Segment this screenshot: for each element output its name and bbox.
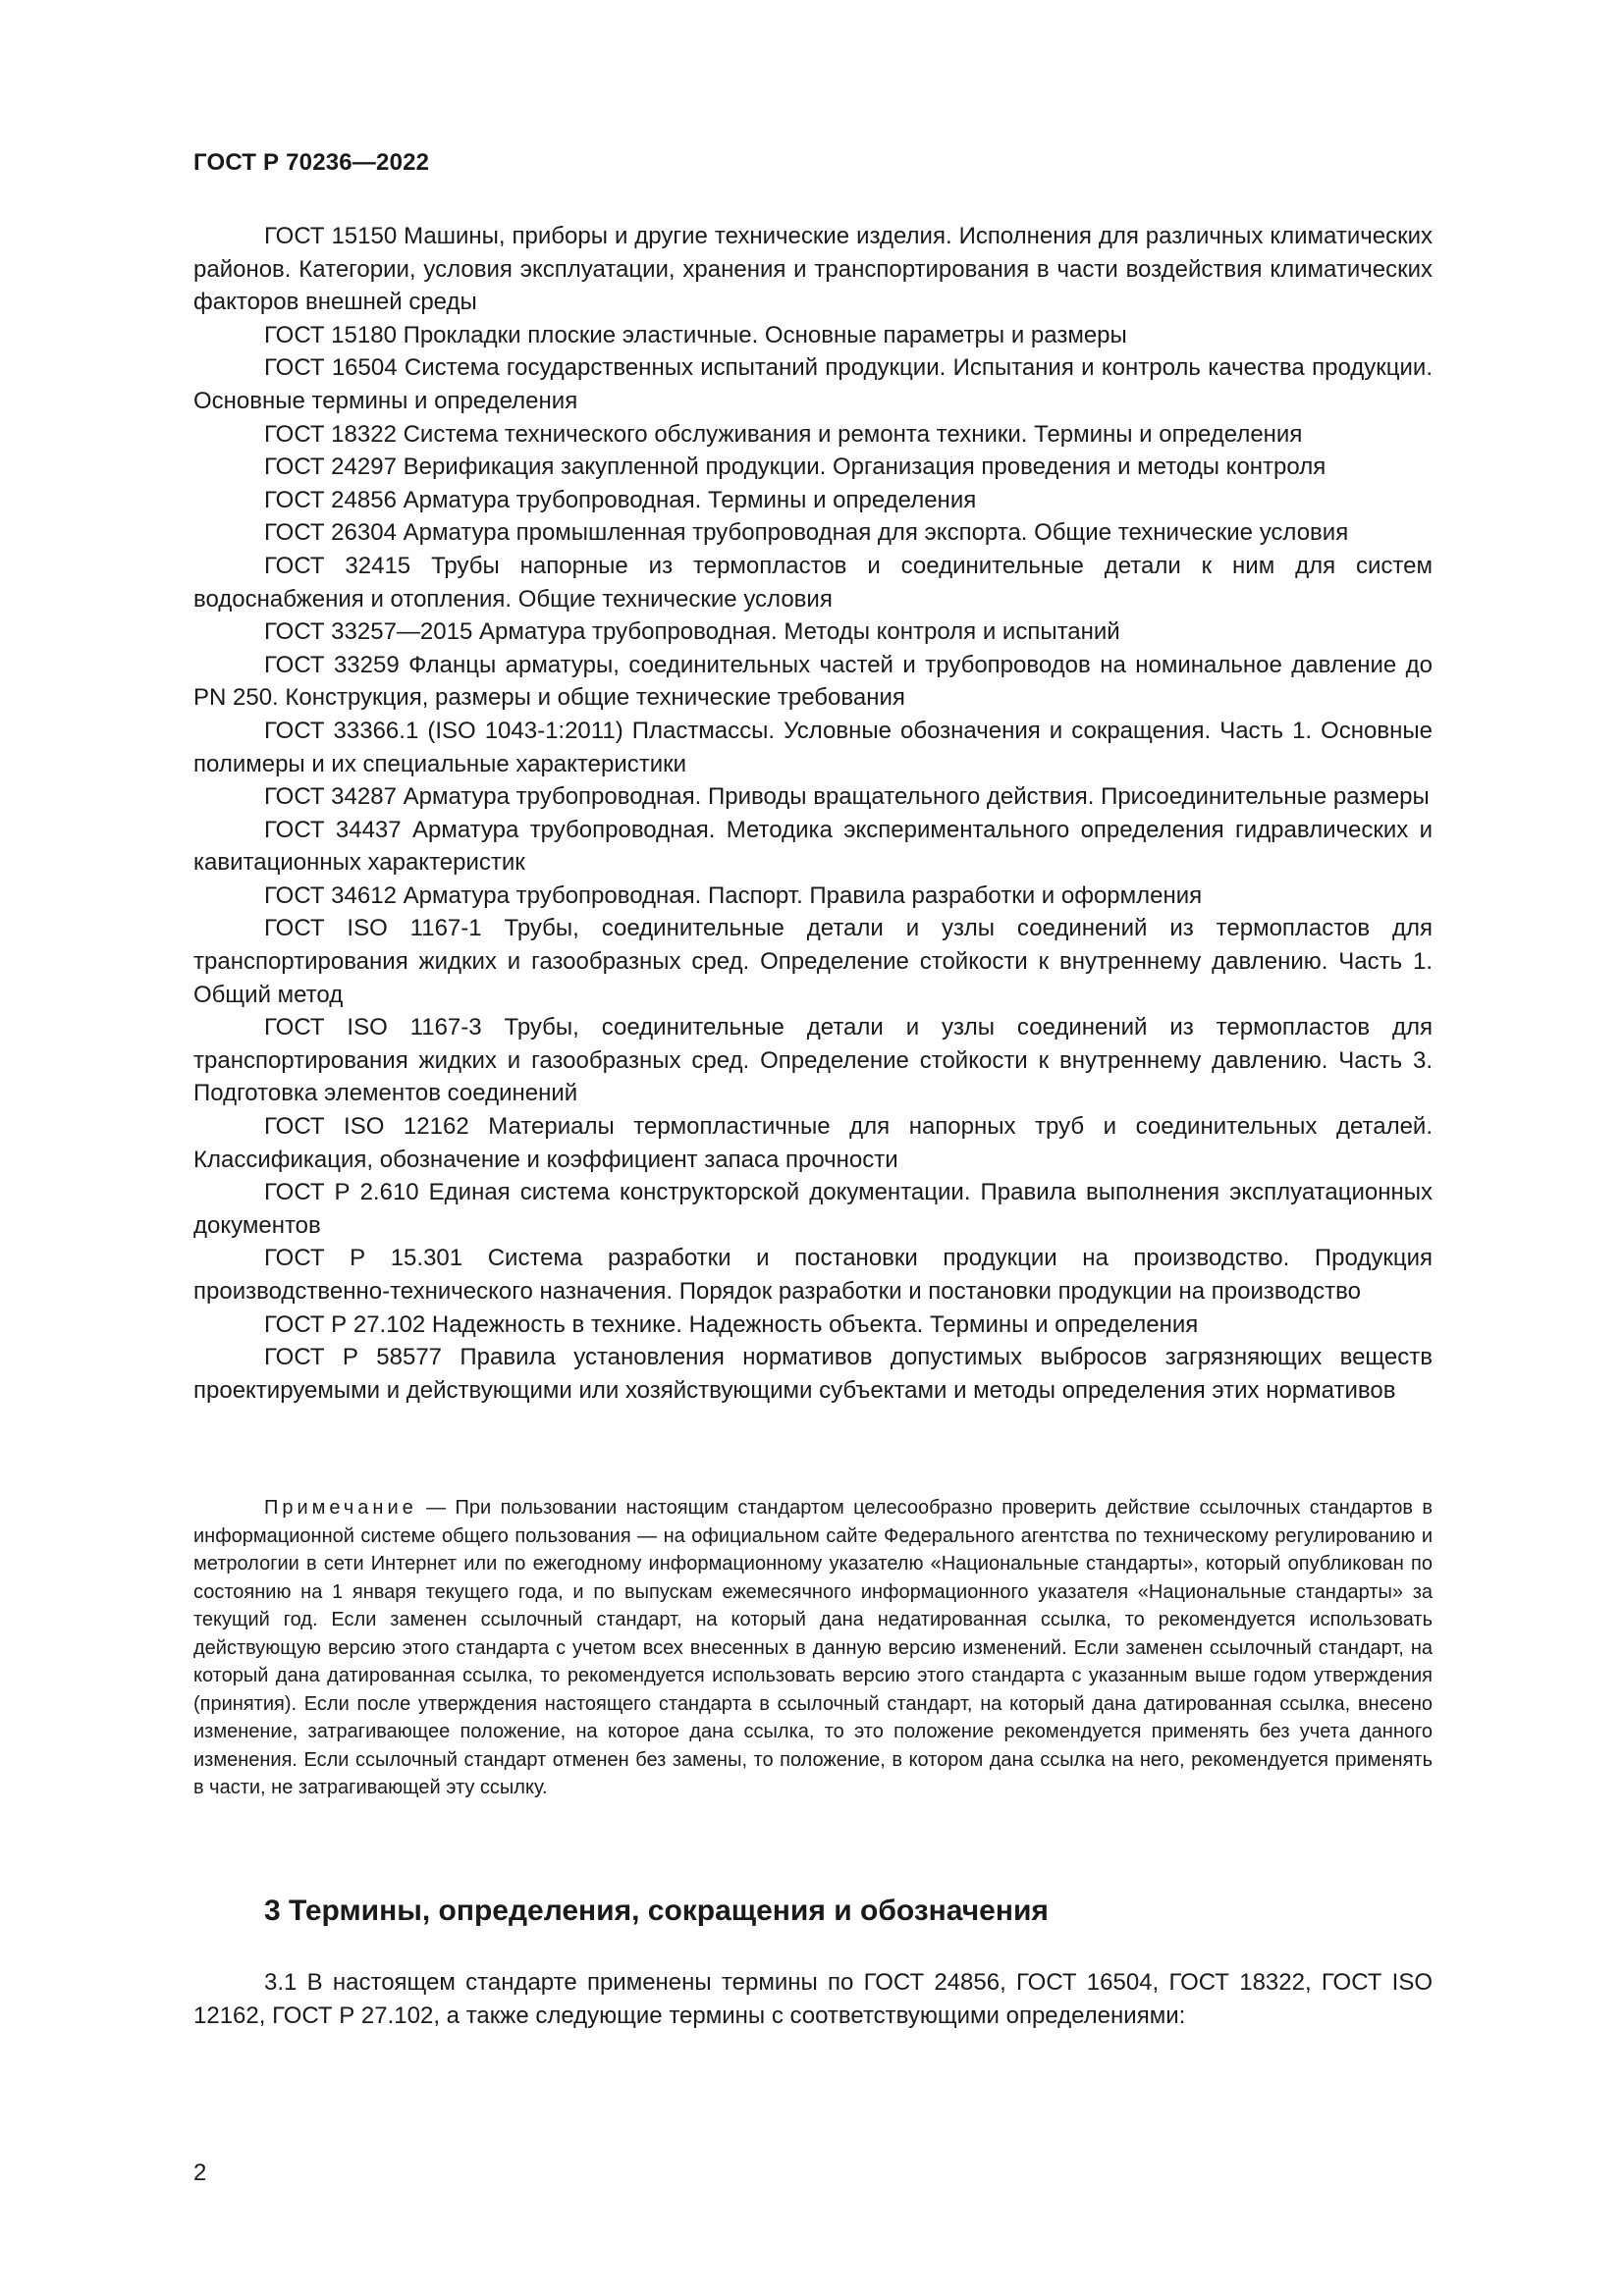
note-separator: — — [416, 1497, 456, 1519]
note-text: При пользовании настоящим стандартом целесообразно проверить действие ссылочных стандартов в информационной системе общего пользования — на официальном сайте Федерального агентства по техническому регулированию и метрологии в сети Интернет или по ежегодному информационному указателю «Национальные стандарты», который опубликован по состоянию на 1 января текущего года, и по выпускам ежемесячного информационного указателя «Национальные стандарты» за текущий год. Если заменен ссылочный стандарт, на который дана недатированная ссылка, то рекомендуется использовать действующую версию этого стандарта с учетом всех внесенных в данную версию изменений. Если заменен ссылочный стандарт, на который дана датированная ссылка, то рекомендуется использовать версию этого стандарта с указанным выше годом утверждения (принятия). Если после утверждения настоящего стандарта в ссылочный стандарт, на который дана датированная ссылка, внесено изменение, затрагивающее положение, на которое дана ссылка, то это положение рекомендуется применять без учета данного изменения. Если ссылочный стандарт отменен без замены, то положение, в котором дана ссылка на него, рекомендуется применять в части, не затрагивающей эту ссылку. — [193, 1497, 1433, 1798]
reference-item: ГОСТ ISO 12162 Материалы термопластичные для напорных труб и соединительных деталей. Классификация, обозначение и коэффициент запаса прочности — [193, 1113, 1433, 1173]
reference-item: ГОСТ 32415 Трубы напорные из термопластов и соединительные детали к ним для систем водоснабжения и отопления. Общие технические условия — [193, 552, 1433, 613]
reference-item: ГОСТ 26304 Арматура промышленная трубопроводная для экспорта. Общие технические условия — [264, 519, 1349, 547]
reference-item: ГОСТ 33366.1 (ISO 1043-1:2011) Пластмассы. Условные обозначения и сокращения. Часть 1. Основные полимеры и их специальные характеристики — [193, 717, 1433, 777]
reference-item: ГОСТ ISO 1167-1 Трубы, соединительные детали и узлы соединений из термопластов для транспортирования жидких и газообразных сред. Определение стойкости к внутреннему давлению. Часть 1. Общий метод — [193, 915, 1433, 1008]
section-paragraph: 3.1 В настоящем стандарте применены термины по ГОСТ 24856, ГОСТ 16504, ГОСТ 18322, ГОСТ ISO 12162, ГОСТ Р 27.102, а также следующие термины с соответствующими определениями: — [193, 1969, 1433, 2029]
reference-item: ГОСТ 33257—2015 Арматура трубопроводная. Методы контроля и испытаний — [264, 618, 1120, 646]
reference-item: ГОСТ Р 2.610 Единая система конструкторской документации. Правила выполнения эксплуатационных документов — [193, 1179, 1433, 1239]
reference-item: ГОСТ Р 27.102 Надежность в технике. Надежность объекта. Термины и определения — [264, 1310, 1199, 1338]
reference-item: ГОСТ 16504 Система государственных испытаний продукции. Испытания и контроль качества продукции. Основные термины и определения — [193, 354, 1433, 414]
reference-item: ГОСТ ISO 1167-3 Трубы, соединительные детали и узлы соединений из термопластов для транспортирования жидких и газообразных сред. Определение стойкости к внутреннему давлению. Часть 3. Подготовка элементов соединений — [193, 1014, 1433, 1107]
section-title: 3 Термины, определения, сокращения и обозначения — [264, 1895, 1049, 1927]
normative-references-list — [193, 220, 1433, 1407]
reference-item: ГОСТ 24297 Верификация закупленной продукции. Организация проведения и методы контроля — [264, 454, 1326, 481]
note-label: Примечание — [264, 1497, 417, 1519]
reference-item: ГОСТ Р 15.301 Система разработки и постановки продукции на производство. Продукция производственно-технического назначения. Порядок разработки и постановки продукции на производство — [193, 1245, 1433, 1305]
page-number: 2 — [193, 2160, 207, 2186]
reference-item: ГОСТ Р 58577 Правила установления нормативов допустимых выбросов загрязняющих веществ проектируемыми и действующими или хозяйствующими субъектами и методы определения этих нормативов — [193, 1344, 1433, 1404]
reference-item: ГОСТ 34437 Арматура трубопроводная. Методика экспериментального определения гидравлических и кавитационных характеристик — [193, 816, 1433, 877]
reference-item: ГОСТ 24856 Арматура трубопроводная. Термины и определения — [264, 486, 977, 513]
reference-item: ГОСТ 15180 Прокладки плоские эластичные. Основные параметры и размеры — [264, 321, 1127, 348]
page-header: ГОСТ Р 70236—2022 — [193, 149, 430, 176]
note-block — [193, 1494, 1433, 1802]
reference-item: ГОСТ 34287 Арматура трубопроводная. Приводы вращательного действия. Присоединительные размеры — [264, 783, 1430, 811]
section-body — [193, 1966, 1433, 2032]
note-paragraph — [193, 1494, 1433, 1802]
reference-item: ГОСТ 33259 Фланцы арматуры, соединительных частей и трубопроводов на номинальное давление до PN 250. Конструкция, размеры и общие технические требования — [193, 651, 1433, 712]
reference-item: ГОСТ 15150 Машины, приборы и другие технические изделия. Исполнения для различных климатических районов. Категории, условия эксплуатации, хранения и транспортирования в части воздействия климатических факторов внешней среды — [193, 223, 1433, 316]
reference-item: ГОСТ 34612 Арматура трубопроводная. Паспорт. Правила разработки и оформления — [264, 881, 1203, 909]
reference-item: ГОСТ 18322 Система технического обслуживания и ремонта техники. Термины и определения — [264, 420, 1303, 448]
